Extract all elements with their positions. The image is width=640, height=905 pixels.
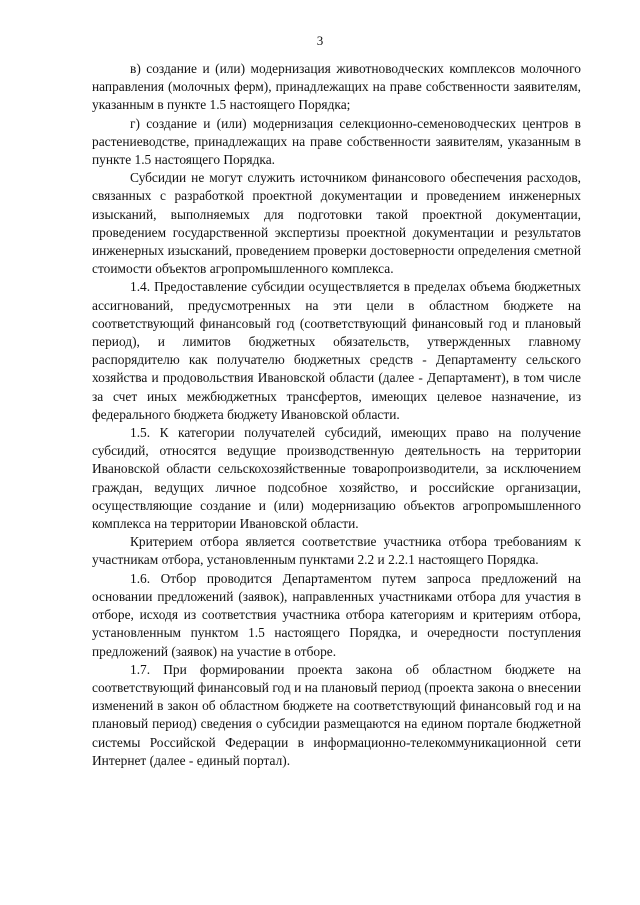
paragraph-1-6: 1.6. Отбор проводится Департаментом путем запроса предложений на основании предложений (заявок), направленных участниками отбора для участия в отборе, исходя из соответствия участника отбора категориям и критериям отбора, установленным пунктом 1.5 настоящего Порядка, и очередности поступления предложений (заявок) на участие в отборе.	[92, 570, 581, 659]
page-number: 3	[316, 33, 324, 48]
paragraph-selection-criterion: Критерием отбора является соответствие участника отбора требованиям к участникам отбора, установленным пунктами 2.2 и 2.2.1 настоящего Порядка.	[92, 534, 581, 568]
paragraph-subsidy-exclusions: Субсидии не могут служить источником финансового обеспечения расходов, связанных с разработкой проектной документации и проведением инженерных изысканий, выполняемых для подготовки такой проектной документации, проведением государственной экспертизы проектной документации и результатов инженерных изысканий, проведением проверки достоверности определения сметной стоимости объектов агропромышленного комплекса.	[92, 170, 581, 277]
paragraph-1-7: 1.7. При формировании проекта закона об областном бюджете на соответствующий финансовый год и на плановый период (проекта закона о внесении изменений в закон об областном бюджете на соответствующий финансовый год и на плановый период) сведения о субсидии размещаются на едином портале бюджетной системы Российской Федерации в информационно-телекоммуникационной сети Интернет (далее - единый портал).	[92, 661, 581, 768]
paragraph-item-v: в) создание и (или) модернизация животноводческих комплексов молочного направления (молочных ферм), принадлежащих на праве собственности заявителям, указанным в пункте 1.5 настоящего Порядка;	[92, 61, 581, 113]
document-body	[92, 60, 581, 770]
paragraph-item-g: г) создание и (или) модернизация селекционно-семеноводческих центров в растениеводстве, принадлежащих на праве собственности заявителям, указанным в пункте 1.5 настоящего Порядка.	[92, 115, 581, 168]
paragraph-1-4: 1.4. Предоставление субсидии осуществляется в пределах объема бюджетных ассигнований, предусмотренных на эти цели в областном бюджете на соответствующий финансовый год (соответствующий финансовый год и плановый период), и лимитов бюджетных обязательств, утвержденных главному распорядителю как получателю бюджетных средств - Департаменту сельского хозяйства и продовольствия Ивановской области (далее - Департамент), в том числе за счет иных межбюджетных трансфертов, имеющих целевое назначение, из федерального бюджета бюджету Ивановской области.	[92, 279, 581, 422]
paragraph-1-5: 1.5. К категории получателей субсидий, имеющих право на получение субсидий, относятся ведущие производственную деятельность на территории Ивановской области сельскохозяйственные товаропроизводители, за исключением граждан, ведущих личное подсобное хозяйство, и российские организации, осуществляющие создание и (или) модернизацию объектов агропромышленного комплекса на территории Ивановской области.	[92, 425, 581, 532]
